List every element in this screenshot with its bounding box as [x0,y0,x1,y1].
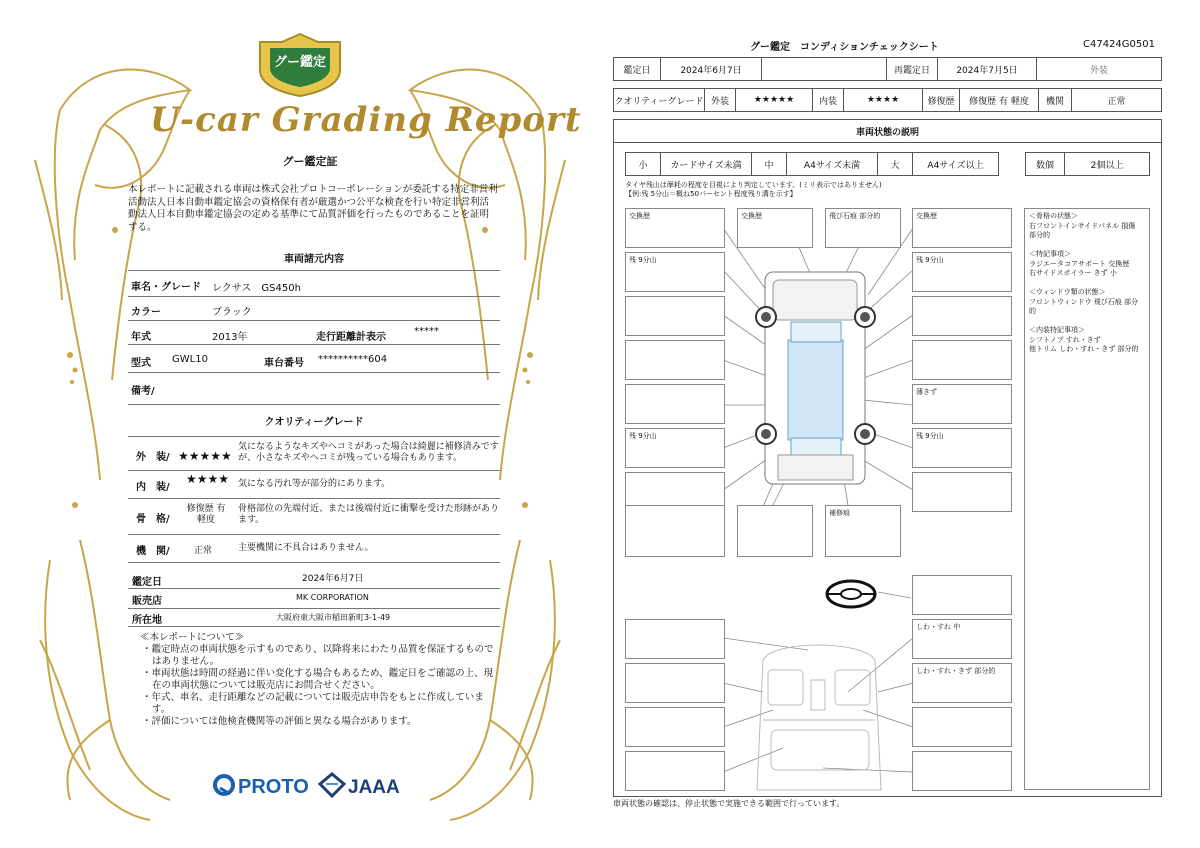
cond-box-left-4 [625,340,725,380]
exterior-stars: ★★★★★ [178,449,232,463]
redate-value-cell: 2024年7月5日 [937,57,1037,81]
exterior-desc: 気になるようなキズやヘコミがあった場合は綺麗に補修済みですが、小さなキズやヘコミが残っている場合もあります。 [238,442,499,463]
cond-box-rear-left [625,505,725,557]
note-item: ・鑑定時点の車両状態を示すものであり、以降将来にわたり品質を保証するものではありません。 [142,644,494,667]
cond-box-interior-left-2 [625,663,725,703]
svg-text:PROTO: PROTO [238,776,309,798]
notes-heading: ≪本レポートについて≫ [140,632,245,643]
mileage-value: ***** [414,326,439,337]
cond-box-tire-front-left: 残 9分山 [625,252,725,292]
chassis-value: **********604 [318,354,388,365]
color-value: ブラック [212,307,252,318]
year-value: 2013年 [212,332,248,343]
footer-logos [210,770,410,800]
name-label: 車名・グレード [131,282,201,293]
engine-desc: 主要機関に不具合はありません。 [238,543,374,553]
info-row-shop [128,588,500,609]
cond-box-interior-right-1: しわ・すれ 中 [912,619,1012,659]
cond-box-interior-right-4 [912,751,1012,791]
cond-box-rear-mid: 補修痕 [825,505,901,557]
size-large-desc-cell: A4サイズ以上 [912,152,999,176]
spec-divider [128,262,500,271]
redate-label-cell: 再鑑定日 [886,57,938,81]
note-item: ・年式、車名、走行距離などの記載については販売店申告をもとに作成しています。 [142,692,484,715]
int-label-cell: 内装 [812,88,844,112]
certificate-intro: 本レポートに記載される車両は株式会社プロトコーポレーションが委託する特定非営利活動法人日本自動車鑑定協会の資格保有者が厳選かつ公平な検査を行い特定非営利活動法人日本自動車鑑定協会の定める基準にて品質評価を行ったものであることを証明する。 [128,184,498,233]
cond-box-steering [912,575,1012,615]
note-item: ・評価については他検査機関等の評価と異なる場合があります。 [142,716,417,727]
engine-label-cell: 機関 [1038,88,1072,112]
address-label: 所在地 [132,615,162,626]
condition-heading: 車両状態の説明 [613,119,1162,143]
note-item: ・車両状態は時間の経過に伴い変化する場合もあるため、鑑定日をご確認の上、現在の車両状態については販売店にお問合せください。 [142,668,494,691]
date-value-cell: 2024年6月7日 [660,57,762,81]
frame-desc: 骨格部位の先端付近、または後端付近に衝撃を受けた形跡があります。 [238,504,500,525]
cond-box-interior-right-2: しわ・すれ・きず 部分的 [912,663,1012,703]
spec-row-color [128,296,500,321]
cond-box-interior-left-1 [625,619,725,659]
ext-stars-cell: ★★★★★ [735,88,813,112]
car-interior-view [757,645,881,790]
repair-label-cell: 修復歴 [922,88,960,112]
size-mid-desc-cell: A4サイズ未満 [786,152,878,176]
date-blank-cell [761,57,887,81]
redate-tag-cell: 外装 [1036,57,1162,81]
ext-label-cell: 外装 [704,88,736,112]
grade-row-interior [128,470,500,499]
engine-label: 機 関/ [136,546,170,557]
interior-stars: ★★★★ [186,472,230,486]
cond-box-right-5: 薄きず [912,384,1012,424]
info-row-date [128,568,500,589]
spec-heading: 車両諸元内容 [284,254,344,265]
cond-box-right-7 [912,472,1012,512]
cond-box-rear-mid-left [737,505,813,557]
count-label-cell: 数個 [1025,152,1065,176]
engine-value: 正常 [194,546,213,556]
quality-heading: クオリティーグレード [264,417,364,428]
size-small-desc-cell: カードサイズ未満 [660,152,752,176]
shop-value: MK CORPORATION [296,593,369,602]
size-small-cell: 小 [625,152,661,176]
jaaa-logo [320,774,400,798]
spec-row-model [128,344,500,373]
sheet-id: C47424G0501 [1083,39,1155,50]
spec-row-year [128,320,500,345]
certificate-subtitle: グー鑑定証 [282,155,338,168]
car-top-view [756,272,875,484]
side-notes [1024,208,1150,790]
svg-text:グー鑑定: グー鑑定 [273,55,327,70]
cond-box-windshield: 飛び石痕 部分的 [825,208,901,248]
model-value: GWL10 [172,354,208,365]
cond-box-left-3 [625,296,725,336]
name-value: レクサス GS450h [212,283,301,294]
spec-row-remarks [128,372,500,405]
chassis-label: 車台番号 [264,358,304,369]
model-label: 型式 [131,358,151,369]
cond-box-tire-rear-right: 残 9分山 [912,428,1012,468]
cond-box-interior-left-4 [625,751,725,791]
date-label: 鑑定日 [132,577,162,588]
exterior-label: 外 装/ [136,452,170,463]
date-value: 2024年6月7日 [302,574,364,584]
frame-label: 骨 格/ [136,514,170,525]
year-label: 年式 [131,332,151,343]
info-row-address [128,608,500,627]
proto-logo [215,776,309,798]
cond-box-tire-front-right: 残 9分山 [912,252,1012,292]
interior-desc: 気になる汚れ等が部分的にあります。 [238,479,391,489]
cond-box-tire-rear-left: 残 9分山 [625,428,725,468]
sheet-footer-note: 車両状態の確認は、停止状態で実施できる範囲で行っています。 [613,799,845,808]
cond-box-interior-right-3 [912,707,1012,747]
grade-row-frame [128,498,500,535]
goo-kantei-badge [260,34,340,96]
repair-value-cell: 修復歴 有 軽度 [959,88,1039,112]
int-stars-cell: ★★★★ [843,88,923,112]
cond-box-front-right: 交換歴 [912,208,1012,248]
steering-wheel-icon [827,581,875,607]
size-large-cell: 大 [877,152,913,176]
address-value: 大阪府東大阪市稲田新町3-1-49 [276,613,391,622]
svg-text:JAAA: JAAA [348,777,400,798]
tire-note-1: タイヤ残山は摩耗の程度を目視により判定しています。(ミリ表示ではありません) [625,181,882,189]
tire-note-2: 【例:残 5分山＝概ね50パーセント程度残り溝を示す】 [625,190,797,198]
count-value-cell: 2個以上 [1064,152,1150,176]
side-notes-text: ＜骨格の状態＞ 右フロントインサイドパネル 損傷 部分的 ＜特記事項＞ ラジエータコアサポート 交換歴 右サイドスポイラー きず 小 ＜ウィンドウ類の状態＞ フロントウィンドウ 飛び石痕 部分的 ＜内装特記事項＞ シフトノブ すれ・きず 他トリム しわ・すれ・きず 部分的 [1029,212,1139,353]
report-notes [140,632,500,728]
sheet-title: グー鑑定 コンディションチェックシート [750,42,939,53]
date-label-cell: 鑑定日 [613,57,661,81]
cond-box-interior-left-3 [625,707,725,747]
spec-row-name [128,272,500,297]
cond-box-front-mid-left: 交換歴 [737,208,813,248]
mileage-label: 走行距離計表示 [316,332,386,343]
cond-box-right-4 [912,340,1012,380]
shop-label: 販売店 [132,596,162,607]
interior-label: 内 装/ [136,482,170,493]
grade-row-exterior [128,436,500,471]
remarks-label: 備考/ [131,386,155,397]
report-title: U-car Grading Report [150,100,582,140]
cond-box-left-5 [625,384,725,424]
engine-value-cell: 正常 [1071,88,1162,112]
cond-box-front-left: 交換歴 [625,208,725,248]
size-mid-cell: 中 [751,152,787,176]
frame-value: 修復歴 有 軽度 [186,504,226,525]
qg-label-cell: クオリティーグレード [613,88,705,112]
grade-row-engine [128,534,500,563]
cond-box-right-3 [912,296,1012,336]
color-label: カラー [131,307,161,318]
